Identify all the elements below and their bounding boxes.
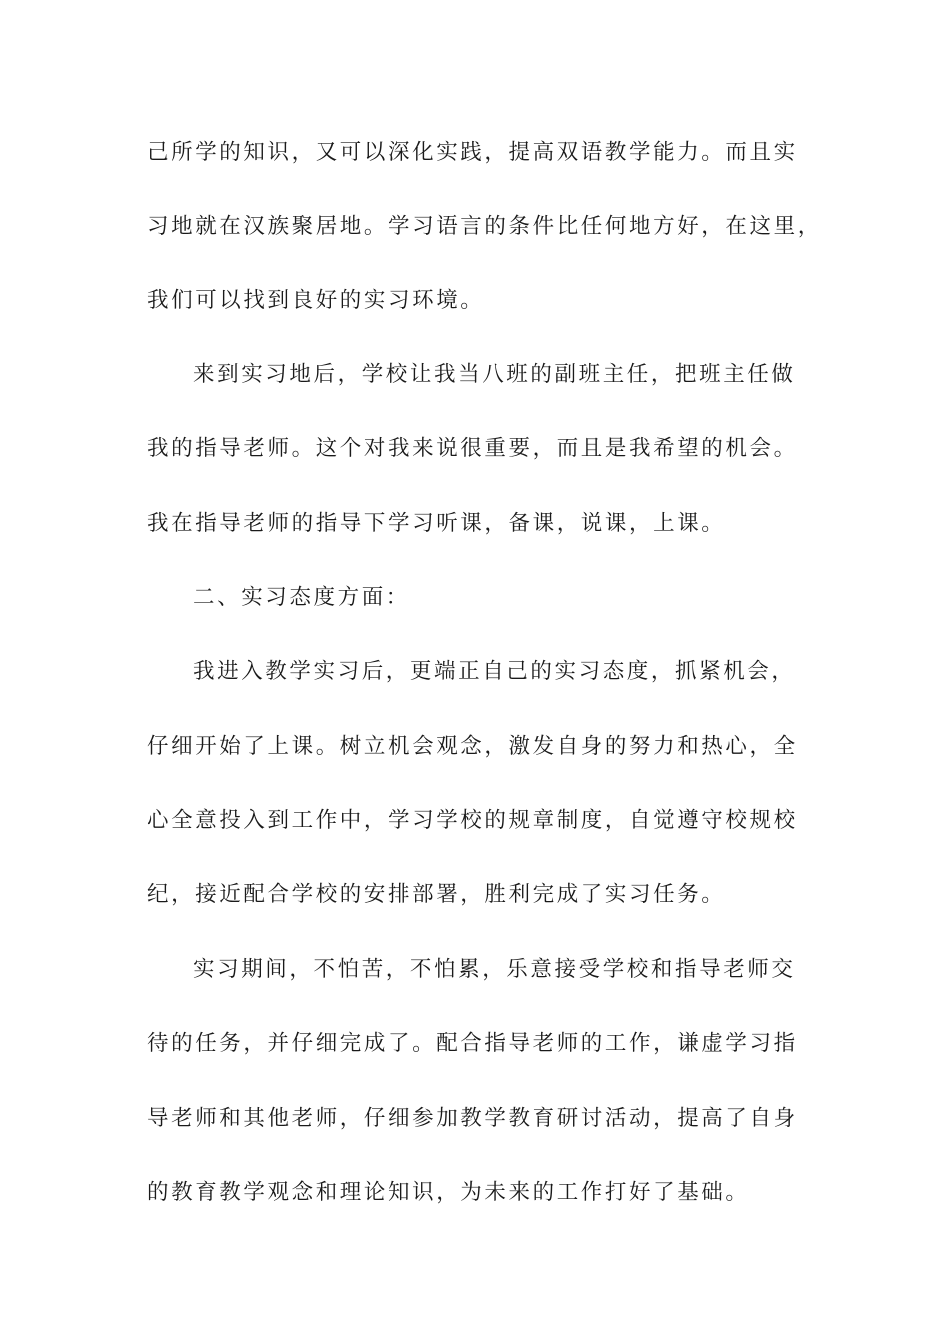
- paragraph-first-line: 来到实习地后，学校让我当八班的副班主任，把班主任做: [193, 362, 796, 387]
- text-line: 导老师和其他老师，仔细参加教学教育研讨活动，提高了自身: [147, 1106, 798, 1131]
- text-line: 纪，接近配合学校的安排部署，胜利完成了实习任务。: [147, 882, 726, 907]
- text-line: 我们可以找到良好的实习环境。: [147, 288, 485, 313]
- text-line: 我的指导老师。这个对我来说很重要，而且是我希望的机会。: [147, 436, 798, 461]
- text-line: 习地就在汉族聚居地。学习语言的条件比任何地方好，在这里，: [147, 214, 822, 239]
- text-line: 心全意投入到工作中，学习学校的规章制度，自觉遵守校规校: [147, 808, 798, 833]
- text-line: 己所学的知识，又可以深化实践，提高双语教学能力。而且实: [147, 140, 798, 165]
- text-line: 仔细开始了上课。树立机会观念，激发自身的努力和热心，全: [147, 734, 798, 759]
- text-line: 我在指导老师的指导下学习听课，备课，说课，上课。: [147, 511, 726, 536]
- paragraph-first-line: 我进入教学实习后，更端正自己的实习态度，抓紧机会，: [193, 659, 796, 684]
- text-line: 待的任务，并仔细完成了。配合指导老师的工作，谦虚学习指: [147, 1031, 798, 1056]
- text-line: 的教育教学观念和理论知识，为未来的工作打好了基础。: [147, 1180, 750, 1205]
- section-heading: 二、实习态度方面：: [193, 585, 410, 610]
- paragraph-first-line: 实习期间，不怕苦，不怕累，乐意接受学校和指导老师交: [193, 957, 796, 982]
